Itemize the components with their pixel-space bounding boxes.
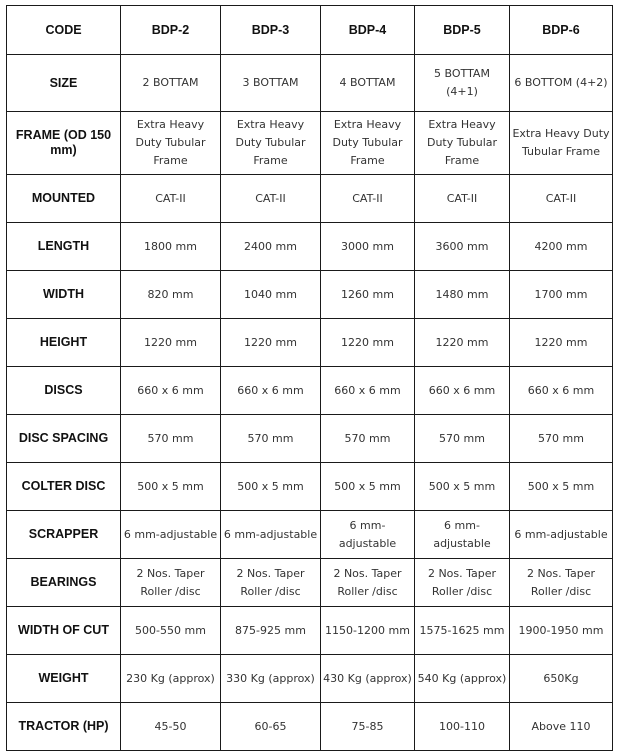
row-label: WEIGHT xyxy=(7,655,121,703)
table-cell: 500-550 mm xyxy=(121,607,221,655)
table-row xyxy=(7,112,613,175)
row-label: HEIGHT xyxy=(7,319,121,367)
table-cell: 2 Nos. Taper Roller /disc xyxy=(321,559,415,607)
table-cell: 100-110 xyxy=(415,703,510,751)
table-cell: 875-925 mm xyxy=(221,607,321,655)
table-cell: 1220 mm xyxy=(221,319,321,367)
table-cell: 820 mm xyxy=(121,271,221,319)
table-cell: 6 mm-adjustable xyxy=(121,511,221,559)
row-label: SIZE xyxy=(7,55,121,112)
table-cell: 6 mm-adjustable xyxy=(221,511,321,559)
table-cell: 1220 mm xyxy=(121,319,221,367)
table-row xyxy=(7,463,613,511)
table-cell: 1575-1625 mm xyxy=(415,607,510,655)
table-row xyxy=(7,607,613,655)
table-cell: Extra Heavy Duty Tubular Frame xyxy=(321,112,415,175)
table-row xyxy=(7,703,613,751)
table-cell: 6 mm-adjustable xyxy=(510,511,613,559)
table-cell: 1800 mm xyxy=(121,223,221,271)
model-header: BDP-2 xyxy=(121,6,221,55)
table-cell: 1220 mm xyxy=(415,319,510,367)
row-label: TRACTOR (HP) xyxy=(7,703,121,751)
table-cell: 500 x 5 mm xyxy=(321,463,415,511)
table-cell: Extra Heavy Duty Tubular Frame xyxy=(510,112,613,175)
table-row xyxy=(7,559,613,607)
model-header: BDP-6 xyxy=(510,6,613,55)
table-row xyxy=(7,655,613,703)
table-cell: 1220 mm xyxy=(510,319,613,367)
table-row xyxy=(7,319,613,367)
row-label: WIDTH xyxy=(7,271,121,319)
table-cell: 2 BOTTAM xyxy=(121,55,221,112)
table-cell: 570 mm xyxy=(221,415,321,463)
table-cell: 1900-1950 mm xyxy=(510,607,613,655)
table-cell: 3600 mm xyxy=(415,223,510,271)
spec-table-body xyxy=(7,6,613,751)
table-cell: 2 Nos. Taper Roller /disc xyxy=(415,559,510,607)
table-cell: 660 x 6 mm xyxy=(415,367,510,415)
table-cell: 660 x 6 mm xyxy=(121,367,221,415)
table-header-row xyxy=(7,6,613,55)
table-cell: 650Kg xyxy=(510,655,613,703)
table-cell: 660 x 6 mm xyxy=(221,367,321,415)
table-cell: 500 x 5 mm xyxy=(415,463,510,511)
table-cell: 1150-1200 mm xyxy=(321,607,415,655)
table-row xyxy=(7,511,613,559)
code-header: CODE xyxy=(7,6,121,55)
table-cell: 1220 mm xyxy=(321,319,415,367)
table-cell: 2 Nos. Taper Roller /disc xyxy=(121,559,221,607)
table-cell: 6 mm-adjustable xyxy=(321,511,415,559)
model-header: BDP-4 xyxy=(321,6,415,55)
row-label: LENGTH xyxy=(7,223,121,271)
table-cell: 570 mm xyxy=(121,415,221,463)
table-cell: 2 Nos. Taper Roller /disc xyxy=(510,559,613,607)
table-row xyxy=(7,175,613,223)
row-label: MOUNTED xyxy=(7,175,121,223)
table-cell: Extra Heavy Duty Tubular Frame xyxy=(121,112,221,175)
table-cell: 1480 mm xyxy=(415,271,510,319)
table-cell: Above 110 xyxy=(510,703,613,751)
row-label: COLTER DISC xyxy=(7,463,121,511)
table-cell: 330 Kg (approx) xyxy=(221,655,321,703)
table-row xyxy=(7,55,613,112)
table-cell: CAT-II xyxy=(221,175,321,223)
table-cell: 500 x 5 mm xyxy=(510,463,613,511)
table-cell: 4 BOTTAM xyxy=(321,55,415,112)
model-header: BDP-5 xyxy=(415,6,510,55)
table-cell: 75-85 xyxy=(321,703,415,751)
table-cell: CAT-II xyxy=(121,175,221,223)
table-cell: CAT-II xyxy=(510,175,613,223)
table-cell: 540 Kg (approx) xyxy=(415,655,510,703)
table-cell: 6 mm-adjustable xyxy=(415,511,510,559)
table-cell: 500 x 5 mm xyxy=(121,463,221,511)
table-cell: CAT-II xyxy=(415,175,510,223)
table-cell: 60-65 xyxy=(221,703,321,751)
table-cell: 430 Kg (approx) xyxy=(321,655,415,703)
table-cell: 230 Kg (approx) xyxy=(121,655,221,703)
row-label: DISCS xyxy=(7,367,121,415)
table-cell: CAT-II xyxy=(321,175,415,223)
table-cell: Extra Heavy Duty Tubular Frame xyxy=(221,112,321,175)
table-row xyxy=(7,223,613,271)
table-cell: 570 mm xyxy=(510,415,613,463)
row-label: DISC SPACING xyxy=(7,415,121,463)
model-header: BDP-3 xyxy=(221,6,321,55)
table-row xyxy=(7,271,613,319)
row-label: BEARINGS xyxy=(7,559,121,607)
table-cell: 500 x 5 mm xyxy=(221,463,321,511)
table-cell: 2 Nos. Taper Roller /disc xyxy=(221,559,321,607)
table-cell: 570 mm xyxy=(321,415,415,463)
table-cell: 6 BOTTOM (4+2) xyxy=(510,55,613,112)
table-cell: 2400 mm xyxy=(221,223,321,271)
table-cell: 5 BOTTAM (4+1) xyxy=(415,55,510,112)
table-cell: Extra Heavy Duty Tubular Frame xyxy=(415,112,510,175)
spec-table xyxy=(6,5,613,751)
table-cell: 1700 mm xyxy=(510,271,613,319)
table-row xyxy=(7,367,613,415)
table-cell: 3000 mm xyxy=(321,223,415,271)
row-label: WIDTH OF CUT xyxy=(7,607,121,655)
table-cell: 1040 mm xyxy=(221,271,321,319)
table-row xyxy=(7,415,613,463)
row-label: FRAME (OD 150 mm) xyxy=(7,112,121,175)
table-cell: 570 mm xyxy=(415,415,510,463)
row-label: SCRAPPER xyxy=(7,511,121,559)
table-cell: 660 x 6 mm xyxy=(321,367,415,415)
table-cell: 4200 mm xyxy=(510,223,613,271)
table-cell: 660 x 6 mm xyxy=(510,367,613,415)
table-cell: 3 BOTTAM xyxy=(221,55,321,112)
table-cell: 1260 mm xyxy=(321,271,415,319)
table-cell: 45-50 xyxy=(121,703,221,751)
